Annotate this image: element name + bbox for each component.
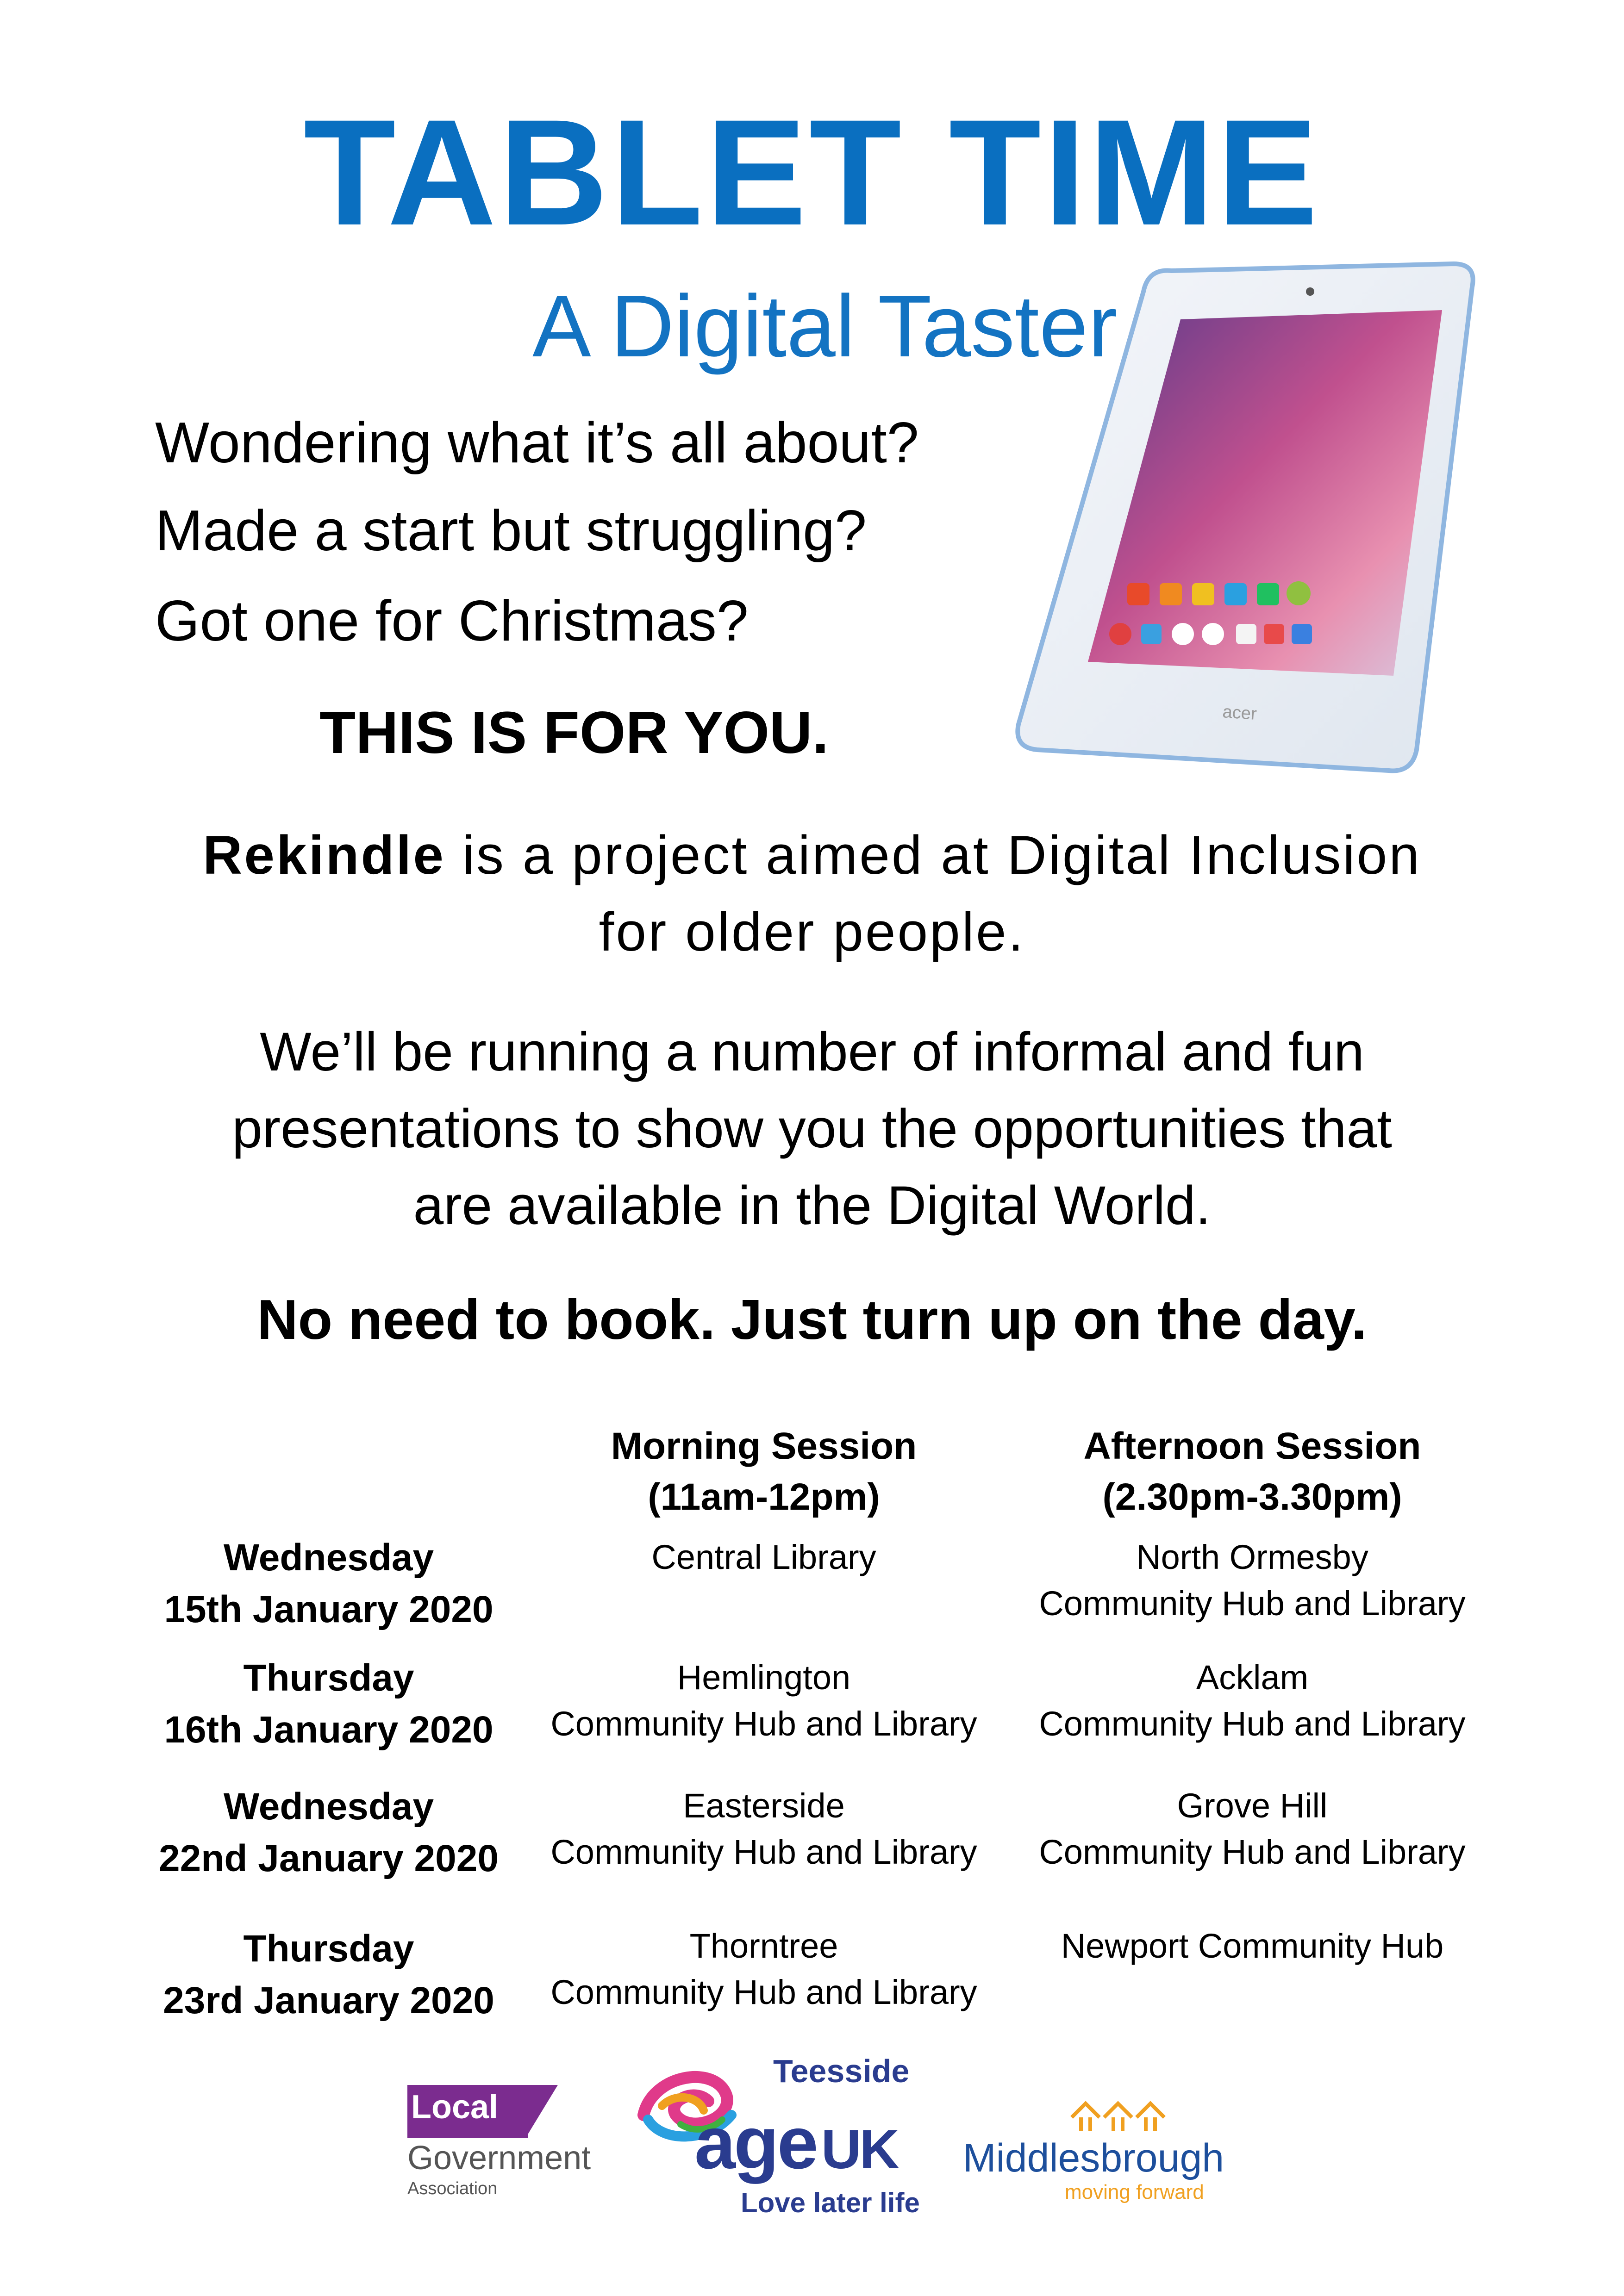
presentations-paragraph: We’ll be running a number of informal and fun presentations to show you the opportunities that are available in the Digital World. xyxy=(232,1021,1392,1236)
schedule-afternoon-venue: Newport Community Hub xyxy=(1061,1927,1444,1965)
morning-session-header: Morning Session (11am-12pm) xyxy=(611,1425,917,1518)
schedule-afternoon-venue: Grove Hill Community Hub and Library xyxy=(1039,1786,1466,1871)
lga-logo: Local Government Association xyxy=(407,2085,602,2205)
schedule-day: Thursday 16th January 2020 xyxy=(164,1657,493,1751)
page-subtitle: A Digital Taster xyxy=(532,277,1118,375)
schedule-day: Wednesday 15th January 2020 xyxy=(164,1537,493,1630)
middlesbrough-logo: Middlesbrough moving forward xyxy=(963,2099,1241,2205)
schedule-morning-venue: Thorntree Community Hub and Library xyxy=(550,1927,977,2011)
tablet-image xyxy=(1009,259,1500,778)
age-uk-logo: Teesside ageUK Love later life xyxy=(634,2055,912,2240)
schedule-day: Wednesday 22nd January 2020 xyxy=(159,1786,499,1879)
page-title: TABLET TIME xyxy=(303,88,1321,257)
schedule-afternoon-venue: Acklam Community Hub and Library xyxy=(1039,1658,1466,1743)
schedule-morning-venue: Easterside Community Hub and Library xyxy=(550,1786,977,1871)
tablet-brand: acer xyxy=(1222,702,1258,724)
afternoon-session-header: Afternoon Session (2.30pm-3.30pm) xyxy=(1083,1425,1421,1518)
schedule-morning-venue: Central Library xyxy=(651,1538,876,1576)
intro-paragraph: Rekindle is a project aimed at Digital Inclusion for older people. xyxy=(203,825,1421,963)
rekindle-name: Rekindle xyxy=(203,825,445,886)
no-booking-note: No need to book. Just turn up on the day. xyxy=(257,1288,1367,1351)
schedule-morning-venue: Hemlington Community Hub and Library xyxy=(550,1658,977,1743)
question-1: Wondering what it’s all about? xyxy=(155,411,919,475)
for-you-heading: THIS IS FOR YOU. xyxy=(319,700,829,766)
houses-icon xyxy=(1069,2099,1167,2136)
question-3: Got one for Christmas? xyxy=(155,589,749,653)
question-2: Made a start but struggling? xyxy=(155,499,867,563)
schedule-afternoon-venue: North Ormesby Community Hub and Library xyxy=(1039,1538,1466,1623)
schedule-day: Thursday 23rd January 2020 xyxy=(163,1928,494,2022)
